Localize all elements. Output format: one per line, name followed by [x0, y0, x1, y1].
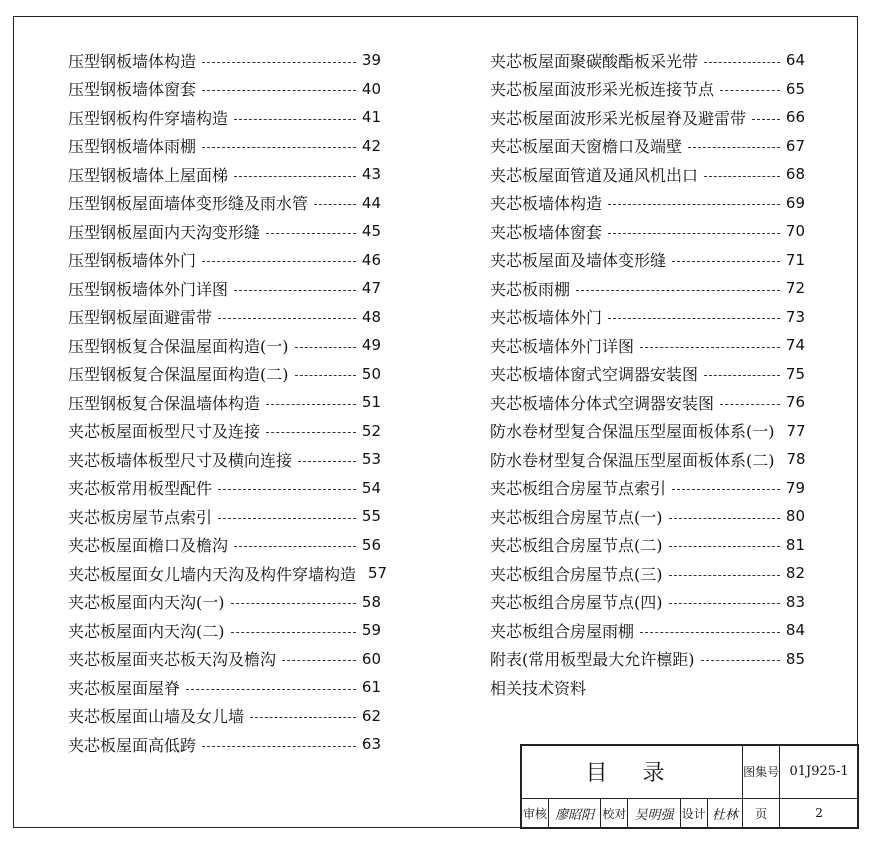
toc-leader-dashes	[218, 518, 356, 519]
toc-leader-dashes	[576, 290, 780, 291]
toc-entry-title: 夹芯板屋面檐口及檐沟	[68, 536, 229, 555]
toc-entry-page: 67	[785, 136, 805, 155]
toc-entry	[68, 218, 381, 244]
toc-entry-page: 41	[361, 108, 381, 126]
toc-entry-title: 夹芯板屋面内天沟(二)	[68, 621, 225, 641]
toc-entry-title: 夹芯板房屋节点索引	[68, 507, 213, 527]
toc-entry	[490, 304, 805, 330]
toc-entry	[68, 703, 381, 729]
toc-entry-title: 夹芯板墙体构造	[490, 194, 603, 213]
toc-entry-page: 49	[361, 336, 381, 354]
toc-entry-title: 夹芯板屋面管道及通风机出口	[490, 165, 699, 185]
toc-entry	[490, 275, 805, 301]
toc-entry-title: 夹芯板雨棚	[490, 279, 571, 299]
toc-entry-title: 压型钢板墙体外门详图	[68, 279, 229, 299]
toc-leader-dashes	[314, 204, 356, 205]
toc-entry	[490, 47, 805, 73]
toc-entry-title: 压型钢板屋面避雷带	[68, 308, 213, 327]
toc-leader-dashes	[234, 290, 356, 291]
toc-entry-page: 59	[361, 621, 381, 639]
toc-entry	[68, 275, 381, 301]
toc-entry	[490, 446, 805, 472]
toc-entry-title: 夹芯板墙体板型尺寸及横向连接	[68, 450, 293, 470]
toc-entry	[68, 76, 381, 102]
toc-entry	[68, 247, 381, 273]
toc-entry-title: 夹芯板墙体分体式空调器安装图	[490, 393, 715, 413]
toc-leader-dashes	[234, 119, 356, 120]
toc-entry-page: 72	[785, 279, 805, 297]
toc-entry	[68, 560, 388, 586]
toc-entry	[490, 133, 805, 159]
toc-entry-page: 42	[361, 136, 381, 155]
toc-leader-dashes	[231, 632, 356, 633]
title-block	[520, 744, 859, 829]
toc-leader-dashes	[202, 62, 356, 63]
toc-entry-title: 压型钢板墙体上屋面梯	[68, 165, 229, 185]
toc-leader-dashes	[640, 347, 780, 348]
toc-entry	[68, 731, 381, 757]
toc-entry	[490, 589, 805, 615]
toc-entry-page: 75	[785, 364, 805, 383]
toc-leader-dashes	[669, 603, 780, 604]
toc-entry-page: 45	[361, 222, 381, 240]
toc-entry-page: 66	[785, 108, 805, 126]
toc-entry-page: 48	[361, 307, 381, 326]
toc-entry	[490, 361, 805, 387]
toc-entry-page: 46	[361, 250, 381, 269]
toc-entry-title: 夹芯板屋面及墙体变形缝	[490, 251, 667, 270]
toc-entry-page: 51	[361, 393, 381, 411]
toc-entry-page: 62	[361, 706, 381, 725]
toc-leader-dashes	[672, 489, 780, 490]
toc-leader-dashes	[672, 261, 780, 262]
toc-entry-title: 压型钢板复合保温屋面构造(二)	[68, 365, 289, 384]
toc-entry-title: 防水卷材型复合保温压型屋面板体系(一)	[490, 422, 775, 441]
toc-leader-dashes	[688, 147, 780, 148]
toc-leader-dashes	[720, 90, 780, 91]
toc-leader-dashes	[266, 404, 356, 405]
toc-entry-title: 夹芯板屋面屋脊	[68, 678, 181, 698]
toc-entry-page: 77	[786, 421, 806, 440]
toc-leader-dashes	[250, 717, 356, 718]
toc-entry-title: 防水卷材型复合保温压型屋面板体系(二)	[490, 450, 775, 470]
toc-entry-page: 64	[785, 51, 805, 69]
toc-entry-title: 压型钢板构件穿墙构造	[68, 108, 229, 128]
toc-leader-dashes	[202, 90, 356, 91]
check-signature: 吴明强	[628, 798, 680, 828]
toc-entry	[490, 674, 805, 700]
design-signature: 杜林	[707, 798, 742, 828]
toc-entry-page: 44	[361, 193, 381, 212]
toc-entry-title: 夹芯板屋面波形采光板屋脊及避雷带	[490, 108, 747, 128]
toc-entry-page: 83	[785, 592, 805, 611]
toc-entry-title: 夹芯板组合房屋雨棚	[490, 621, 635, 641]
toc-entry-title: 夹芯板墙体窗式空调器安装图	[490, 365, 699, 384]
toc-entry-title: 夹芯板墙体窗套	[490, 222, 603, 242]
toc-entry-page: 43	[361, 165, 381, 183]
toc-entry	[490, 332, 805, 358]
toc-entry-page: 61	[361, 678, 381, 696]
toc-entry-page: 55	[361, 507, 381, 525]
toc-entry-page: 60	[361, 649, 381, 668]
toc-entry	[68, 589, 381, 615]
toc-entry	[68, 646, 381, 672]
toc-leader-dashes	[295, 347, 356, 348]
toc-leader-dashes	[608, 204, 780, 205]
toc-leader-dashes	[234, 176, 356, 177]
toc-leader-dashes	[704, 62, 780, 63]
toc-entry	[490, 560, 805, 586]
toc-entry	[490, 646, 805, 672]
toc-entry	[68, 190, 381, 216]
toc-entry-title: 夹芯板组合房屋节点(三)	[490, 564, 663, 584]
toc-entry-page: 40	[361, 79, 381, 98]
toc-entry-page: 70	[785, 222, 805, 240]
toc-leader-dashes	[608, 233, 780, 234]
toc-entry	[68, 617, 381, 643]
toc-entry-page: 54	[361, 478, 381, 497]
atlas-label: 图集号	[743, 746, 780, 799]
toc-leader-dashes	[720, 404, 780, 405]
toc-entry-page: 63	[361, 735, 381, 753]
toc-entry	[68, 133, 381, 159]
toc-entry-title: 压型钢板屋面内天沟变形缝	[68, 222, 261, 242]
toc-leader-dashes	[218, 318, 356, 319]
toc-leader-dashes	[282, 660, 356, 661]
toc-entry-page: 78	[786, 450, 806, 468]
toc-entry-title: 夹芯板组合房屋节点(一)	[490, 507, 663, 527]
toc-leader-dashes	[186, 689, 356, 690]
toc-entry	[490, 389, 805, 415]
toc-leader-dashes	[669, 546, 780, 547]
toc-entry	[68, 332, 381, 358]
toc-leader-dashes	[266, 432, 356, 433]
toc-entry-title: 夹芯板屋面聚碳酸酯板采光带	[490, 51, 699, 71]
toc-entry	[490, 161, 805, 187]
atlas-number: 01J925-1	[780, 746, 859, 799]
toc-entry-page: 69	[785, 193, 805, 212]
toc-entry-page: 85	[785, 649, 805, 668]
toc-leader-dashes	[752, 119, 780, 120]
toc-entry-page: 76	[785, 393, 805, 411]
toc-entry-title: 压型钢板屋面墙体变形缝及雨水管	[68, 194, 309, 213]
toc-leader-dashes	[202, 746, 356, 747]
title-block-title: 目 录	[522, 746, 743, 799]
toc-entry-page: 39	[361, 51, 381, 69]
toc-leader-dashes	[298, 461, 356, 462]
toc-entry	[490, 190, 805, 216]
toc-entry	[68, 674, 381, 700]
toc-entry-title: 相关技术资料	[490, 678, 587, 698]
toc-entry	[68, 47, 381, 73]
toc-entry-page: 52	[361, 421, 381, 440]
toc-leader-dashes	[295, 375, 356, 376]
toc-entry	[68, 304, 381, 330]
toc-entry	[490, 617, 805, 643]
toc-entry-title: 夹芯板组合房屋节点索引	[490, 479, 667, 498]
toc-entry-page: 56	[361, 535, 381, 554]
design-label: 设计	[680, 798, 707, 828]
toc-entry	[68, 446, 381, 472]
toc-entry	[68, 104, 381, 130]
review-signature: 廖昭阳	[549, 798, 601, 828]
toc-entry-title: 夹芯板墙体外门详图	[490, 336, 635, 356]
toc-entry-title: 压型钢板墙体构造	[68, 51, 197, 71]
toc-entry	[490, 532, 805, 558]
toc-entry-title: 夹芯板屋面高低跨	[68, 735, 197, 755]
toc-entry-page: 57	[368, 564, 388, 582]
toc-entry-page: 84	[785, 621, 805, 639]
toc-entry-page: 47	[361, 279, 381, 297]
toc-entry-page: 81	[785, 535, 805, 554]
toc-entry-page: 68	[785, 165, 805, 183]
toc-entry-title: 夹芯板屋面夹芯板天沟及檐沟	[68, 650, 277, 669]
toc-leader-dashes	[701, 660, 780, 661]
toc-entry-title: 夹芯板屋面波形采光板连接节点	[490, 80, 715, 99]
toc-entry	[68, 418, 381, 444]
toc-entry-title: 压型钢板墙体窗套	[68, 80, 197, 99]
toc-entry	[490, 418, 805, 444]
toc-entry-title: 夹芯板屋面内天沟(一)	[68, 593, 225, 612]
toc-entry-title: 压型钢板复合保温屋面构造(一)	[68, 336, 289, 356]
toc-leader-dashes	[266, 233, 356, 234]
toc-leader-dashes	[704, 375, 780, 376]
toc-leader-dashes	[704, 176, 780, 177]
toc-entry	[490, 104, 805, 130]
page-label: 页	[743, 798, 780, 828]
toc-entry-title: 附表(常用板型最大允许檩距)	[490, 650, 695, 669]
toc-leader-dashes	[231, 603, 356, 604]
toc-leader-dashes	[669, 575, 780, 576]
toc-entry-title: 夹芯板屋面女儿墙内天沟及构件穿墙构造	[68, 564, 357, 584]
toc-leader-dashes	[640, 632, 780, 633]
toc-leader-dashes	[669, 518, 780, 519]
toc-entry	[68, 361, 381, 387]
toc-entry-page: 79	[785, 478, 805, 497]
toc-leader-dashes	[202, 147, 356, 148]
toc-entry-page: 53	[361, 450, 381, 468]
toc-entry-page: 80	[785, 507, 805, 525]
toc-entry-title: 夹芯板屋面板型尺寸及连接	[68, 422, 261, 441]
toc-entry-title: 夹芯板常用板型配件	[68, 479, 213, 498]
toc-entry-page: 71	[785, 250, 805, 269]
toc-entry-title: 夹芯板组合房屋节点(四)	[490, 593, 663, 612]
toc-entry	[490, 218, 805, 244]
toc-entry-title: 夹芯板屋面山墙及女儿墙	[68, 707, 245, 726]
toc-entry-page: 65	[785, 79, 805, 98]
check-label: 校对	[601, 798, 628, 828]
toc-entry	[490, 76, 805, 102]
toc-leader-dashes	[234, 546, 356, 547]
toc-entry-title: 压型钢板墙体外门	[68, 251, 197, 270]
toc-entry-page: 50	[361, 364, 381, 383]
toc-entry-title: 夹芯板屋面天窗檐口及端壁	[490, 137, 683, 156]
toc-entry	[68, 389, 381, 415]
toc-leader-dashes	[202, 261, 356, 262]
toc-leader-dashes	[608, 318, 780, 319]
toc-entry	[68, 161, 381, 187]
toc-entry	[490, 503, 805, 529]
toc-entry-title: 压型钢板复合保温墙体构造	[68, 393, 261, 413]
toc-entry	[68, 532, 381, 558]
toc-leader-dashes	[218, 489, 356, 490]
toc-entry-title: 压型钢板墙体雨棚	[68, 137, 197, 156]
toc-entry-page: 74	[785, 336, 805, 354]
toc-entry	[68, 475, 381, 501]
toc-entry-page: 58	[361, 592, 381, 611]
toc-entry	[490, 475, 805, 501]
toc-entry-page: 73	[785, 307, 805, 326]
toc-entry-title: 夹芯板墙体外门	[490, 308, 603, 327]
toc-entry-title: 夹芯板组合房屋节点(二)	[490, 536, 663, 555]
toc-entry-page: 82	[785, 564, 805, 582]
toc-entry	[68, 503, 381, 529]
toc-entry	[490, 247, 805, 273]
review-label: 审核	[522, 798, 549, 828]
page-number: 2	[780, 798, 859, 828]
